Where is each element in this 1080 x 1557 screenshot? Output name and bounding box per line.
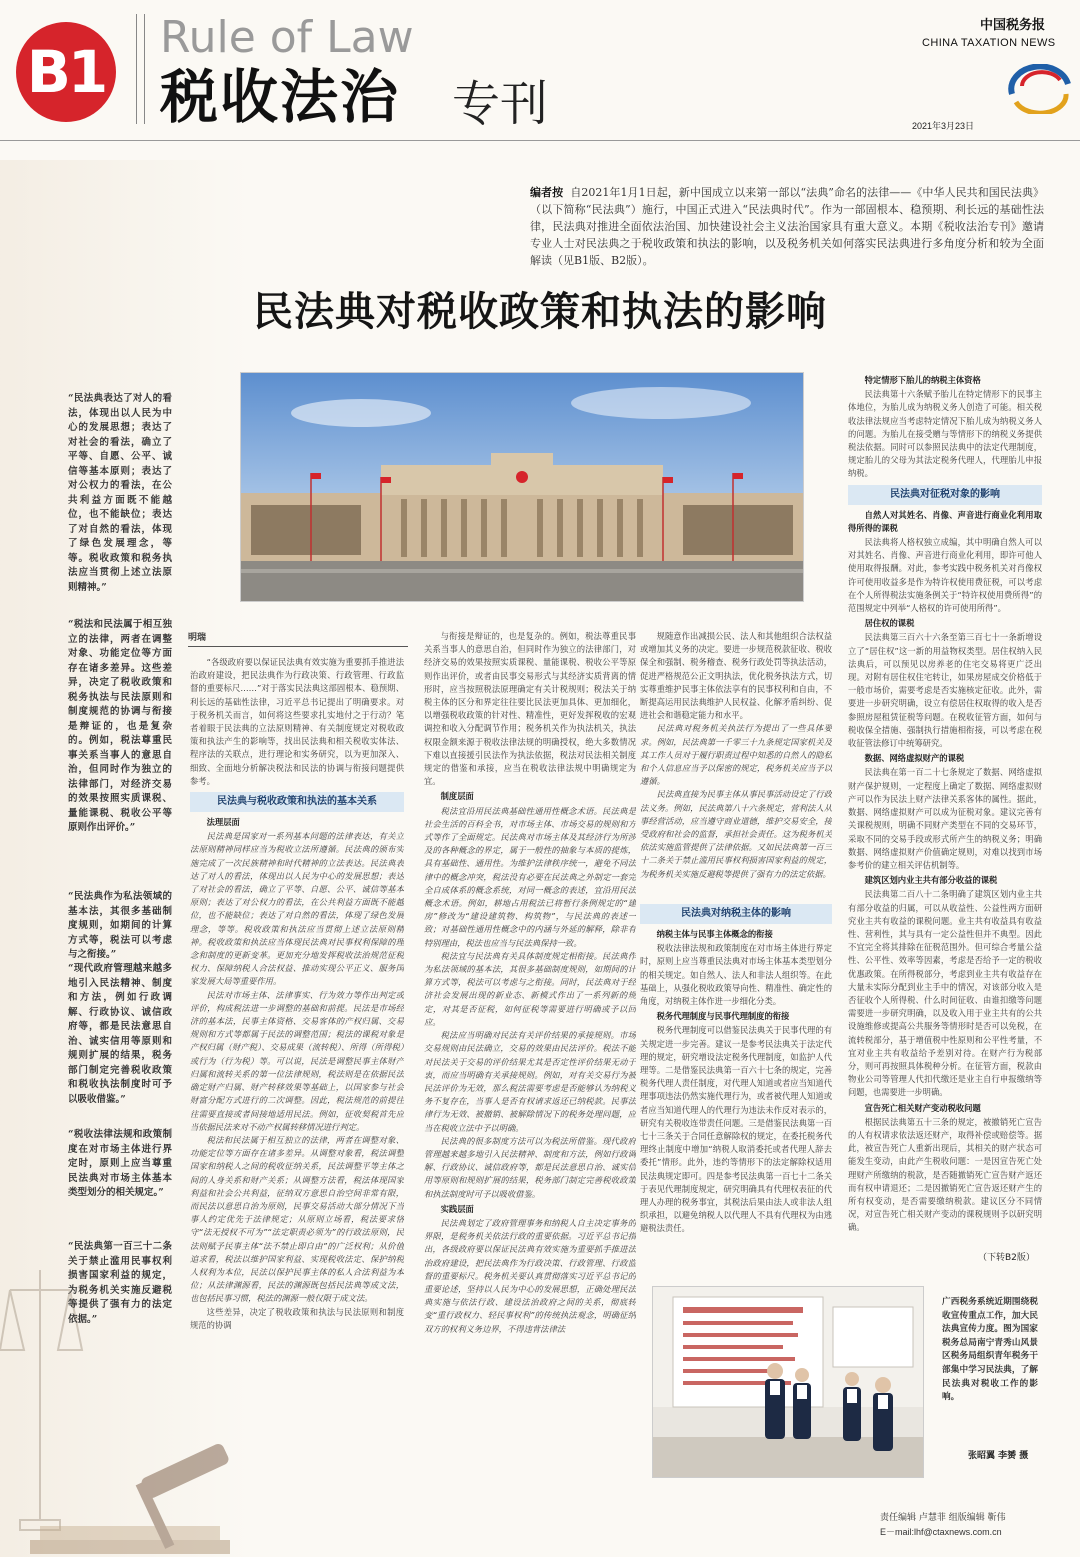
paragraph: 根据民法典第五十三条的规定，被撤销死亡宣告的人有权请求依法返还财产，取得补偿或赔偿等。据此，被宣告死亡人重新出现后，其相关的财产状态可能发生变动，由此产生税收问题：一是因宣告死亡处理财产所缴纳的税款，是否随撤销死亡宣告财产返还而有权申请退还；二是因撤销死亡宣告返还财产生的所有权变动，是否需要缴纳税款。建议区分不同情况，对宣告死亡相关财产变动的课税规则予以研究明确。 [848,1116,1042,1233]
paragraph: 民法对市场主体、法律事实、行为效力等作出判定或评价，构成税法进一步调整的基础和前提。民法是市场经济的基本法，民事主体资格、交易客体的产权归属、交易规则和方式等都属于民法的调整范围；税法的课税对象是产权归属（财产税）、交易成果（流转税）、所得（所得税）或行为（行为税）等。可以说，民法是调整民事主体财产归属和流转关系的第一位法律规则，税法则是在依据民法确定财产归属、财产转移效果等基础上，以国家参与社会财富分配方式进行的二次调整。因此，税法规范的前提往往需要直接或者间接地适用民法。例如，征收契税首先应当依据民法来对不动产权属转移情况进行判定。 [190,989,404,1132]
subheading: 税务代理制度与民事代理制度的衔接 [656,1011,790,1022]
photo-credit: 张昭翼 李赟 摄 [968,1451,1029,1461]
article-column-2 [424,630,636,1492]
paragraph: 民法典直接为民事主体从事民事活动设定了行政法义务。例如，民法典第八十六条规定，营利法人从事经营活动，应当遵守商业道德，维护交易安全，接受政府和社会的监督，承担社会责任。这为税务机关依法实施监管提供了法律依据。又如民法典第一百三十二条关于禁止滥用民事权利损害国家利益的规定，为税务机关实施反避税等提供了强有力的法定依据。 [640,789,832,879]
newspaper-name-en: CHINA TAXATION NEWS [922,37,1056,49]
subheading: 制度层面 [440,791,474,802]
continued-note: （下转B2版） [978,1253,1035,1263]
pull-quote: “民法典第一百三十二条关于禁止滥用民事权利损害国家利益的规定，为税务机关实施反避税等提供了强有力的法定依据。” [68,1241,172,1325]
tax-officials-study-photo [652,1286,924,1478]
article-author: 明瑞 [188,633,207,643]
paragraph: 税法和民法属于相互独立的法律，两者在调整对象、功能定位等方面存在诸多差异。从调整对象看，税法调整国家和纳税人之间的税收征纳关系，民法调整平等主体之间的人身关系和财产关系；从调整方法看，税法体现国家利益和社会公共利益，征纳双方意思自治空间非常有限，而民法以意思自治为原则，民事交易活动大部分情况下当事人约定优先于法律规定；从原则立场看，税法要求恪守“法无授权不可为”“法定职责必须为”的行政法原则，民法则赋予民事主体“法不禁止即自由”的广泛权利；从价值追求看，税法以维护国家利益、实现税收法定、保护纳税人权利为本位，民法以保护民事主体的私人合法利益为本位；从法律渊源看，民法的渊源既包括民法典等成文法，也包括民事习惯，税法的渊源一般仅限于成文法。 [190,1134,404,1304]
header-rule [0,140,1080,141]
subheading: 自然人对其姓名、肖像、声音进行商业化利用取得所得的课税 [848,509,1042,533]
paragraph: 民法典是国家对一系列基本问题的法律表达，有关立法原则精神同样应当为税收立法所遵循。民法典的颁布实施完成了一次民族精神和时代精神的立法表达。民法典表达了对人的看法，体现出以人民为中心的发展思想；表达了对社会的看法，确立了平等、自愿、公平、诚信等基本原则；表达了对公权力的看法，在公共利益方面既不能越位，也不能缺位；表达了对自然的看法，体现了绿色发展理念，等等。税收政策和执法应当贯彻上述立法原则精神。税收政策和执法应当体现民法典对民事权利保障的理念和制度的更新变革。更加充分地发挥税收法治规范征税权力、保障纳税人合法权益、推动实现公平正义、服务国家发展大局等重要作用。 [190,831,404,987]
paragraph: 与衔接是辩证的，也是复杂的。例如，税法尊重民事关系当事人的意思自治，但同时作为独立的法律部门，对经济交易的效果按照实质课税、量能课税、税收公平等原则作出评价，或者由民事交易形式与其经济实质背离的情形时，应当按照税法原理确定有关计税规则；税法关于纳税主体的区分和界定往往要比民法更加具体、更加细化，以增强税收政策的针对性、精准性，更好发挥税收的宏观调控和收入分配调节作用；税务机关作为执法机关，执法权限金额来源于税收法律法规的明确授权，绝大多数情况下难以直接援引民法作为执法依据，税法对民法相关制度规定的借鉴和承接，应当在税收法律法规中明确规定为宜。 [424,631,636,787]
section-title-en: Rule of Law [160,12,414,63]
article-column-1 [190,656,404,1368]
article-title: 民法典对税收政策和执法的影响 [253,289,827,335]
pull-quote: “民法典表达了对人的看法，体现出以人民为中心的发展思想；表达了对社会的看法，确立了平等、自愿、公平、诚信等基本原则；表达了对公权力的看法，在公共利益方面既不能越位，也不能缺位；表达了对自然的看法，体现了绿色发展理念，等等。税收政策和税务执法应当贯彻上述立法原则精神。” [68,393,172,593]
section-subtitle: 专刊 [452,76,549,132]
page-badge: B1 [16,22,116,122]
subheading: 宣告死亡相关财产变动税收问题 [864,1102,981,1113]
subheading: 数据、网络虚拟财产的课税 [864,753,965,764]
article-column-3 [640,630,832,892]
section-heading: 民法典与税收政策和执法的基本关系 [190,792,404,812]
paragraph: 民法典划定了政府管理事务和纳税人自主决定事务的界限，是税务机关依法行政的重要依据。习近平总书记指出，各级政府要以保证民法典有效实施为重要抓手推进法治政府建设，把民法典作为行政决策、行政管理、行政监督的重要标尺。税务机关要认真贯彻落实习近平总书记的重要论述，坚持以人民为中心的发展思想，正确处理民法典实施与依法行政、建设法治政府之间的关系，彻底转变“重行政权力、轻民事权利”的传统执法观念，明确征纳双方的权利义务边界，不得违背法律法 [424,1217,636,1334]
pull-quote: “税法和民法属于相互独立的法律，两者在调整对象、功能定位等方面存在诸多差异。这些差异，决定了税收政策和税务执法与民法原则和制度规范的协调与衔接是辩证的，也是复杂的。例如，税法尊重民事关系当事人的意思自治，但同时作为独立的法律部门，对经济交易的效果按照实质课税、量能课税、税收公平等原则作出评价。” [68,619,172,833]
section-title-cn: 税收法治 [160,63,401,131]
editor-credits: 责任编辑 卢慧菲 组版编辑 靳伟 [880,1513,1006,1523]
paragraph: 民法典的很多制度方法可以为税法所借鉴。现代政府管理越来越多地引入民法精神、制度和方法，例如行政调解、行政协议、诚信政府等，都是民法意思自治、诚实信用等原则和规则扩展的结果，税务部门制定完善税收政策和执法制度时可予以吸收借鉴。 [424,1135,636,1199]
pull-quote: “现代政府管理越来越多地引入民法精神、制度和方法，例如行政调解、行政协议、诚信政府等，都是民法意思自治、诚实信用等原则和规则扩展的结果，税务部门制定完善税收政策和税收执法制度时可予以吸收借鉴。” [68,963,172,1105]
great-hall-photo [240,372,804,602]
header-divider [144,14,145,124]
paragraph: 民法典将人格权独立成编，其中明确自然人可以对其姓名、肖像、声音进行商业化利用，即许可他人使用取得报酬。对此，参考实践中税务机关对肖像权许可使用收益多是作为特许权使用费征税，可以考虑在个人所得税法实施条例关于“特许权使用费所得”的范围规定中列举“人格权的许可使用所得”。 [848,537,1042,614]
subheading: 居住权的课税 [864,618,915,629]
paragraph: 民法典第十六条赋予胎儿在特定情形下的民事主体地位，为胎儿成为纳税义务人创造了可能。相关税收法律法规应当考虑特定情况下胎儿成为纳税义务人的问题。为胎儿在接受赠与等情形下的纳税义务提供税法依据。同时可以参照民法典中的法定代理制度，规定胎儿的父母为其法定税务代理人，代理胎儿申报纳税。 [848,389,1042,479]
pull-quote: “税收法律法规和政策制度在对市场主体进行界定时，原则上应当尊重民法典对市场主体基本类型划分的相关规定。” [68,1129,172,1198]
section-heading: 民法典对纳税主体的影响 [640,904,832,924]
section-heading: 民法典对征税对象的影响 [848,485,1042,505]
newspaper-name-cn: 中国税务报 [980,18,1046,33]
intro-paragraph: “各级政府要以保证民法典有效实施为重要抓手推进法治政府建设，把民法典作为行政决策、行政管理、行政监督的重要标尺……”对于落实民法典这部固根本、稳预期、利长远的基础性法律，习近平总书记提出了明确要求。对于税务机关而言，如何将这些要求扎实地付之于行动？笔者着眼于民法典的立法原则精神、有关制度规定对税收政策和执法产生的影响等，找出民法典和相关税收实体法、程序法的关联点，进行理论和实务研究，以为更加深入、细致、全面地分析解决税法和民法的协调与衔接问题提供参考。 [190,657,404,786]
paragraph: 民法典第三百六十六条至第三百七十一条新增设立了“居住权”这一新的用益物权类型。居住权纳入民法典后，可以预见以房养老的住宅交易将更广泛出现。对附有居住权住宅转让，如果房屋成交价格低于一般市场价，需要考虑是否实施核定征收。此外，需要进一步研究明确，设立有偿居住权取得的收入是否参照房屋租赁征税等问题。在税收征管方面，如何与税收保全措施、强制执行措施相衔接，可以考虑在税收征管法修订中统筹研究。 [848,632,1042,749]
paragraph: 税务代理制度可以借鉴民法典关于民事代理的有关规定进一步完善。建议一是参考民法典关于法定代理的规定，研究增设法定税务代理制度，如监护人代理等。二是借鉴民法典第一百六十七条的规定，完善税务代理人责任制度，对代理人知道或者应当知道代理事项违法仍然实施代理行为，或者被代理人知道或者应当知道代理人的代理行为违法未作反对表示的，研究有关税收连带责任问题。三是借鉴民法典第一百七十三条关于合同任意解除权的规定，在委托税务代理终止制度中增加“纳税人取消委托或者代理人辞去委托”情形。此外，违约等情形下的法定解除权适用民法典规定即可。四是参考民法典第一百七十二条关于表见代理制度规定，研究明确具有代理权表征的代理人办理的税务事宜，其税法后果由法人或非法人组织承担，以避免纳税人以代理人不具有代理权为由逃避税法责任。 [640,1025,832,1234]
article-column-3-lower [640,900,832,1264]
paragraph: 税法宜与民法典有关具体制度规定相衔接。民法典作为私法领域的基本法，其很多基础制度规则，如期间的计算方式等，税法可以考虑与之衔接。同时，民法典对于经济社会发展出现的新业态、新模式作出了一系列新的规定，对其是否征税，如何征税等需要进行明确或予以回应。 [424,950,636,1027]
paragraph: 民法典第二百八十二条明确了建筑区划内业主共有部分收益的归属，可以从收益性、公益性两方面研究业主共有收益的课税问题。业主共有收益具有收益性、营利性，其与具有一定公益性但并不典型。因此不宜完全将其排除在征税范围外。但可综合考量公益性、公平性、效率等因素，考虑是否给予一定的税收优惠政策。在所得税部分，考虑到业主共有收益存在大量未实际分配到业主手中的情况，对该部分收入是否征收个人所得税、什么时间征收、由谁扣缴等问题需要进一步研究明确，以及收入用于业主共有的公共设施维修或提高公共服务等情形时是否可以免税，在流转税部分，基于增值税中性原则和公平性考量，不宜对业主共有收益给予差别对待。在财产行为税部分，则可再按照具体税种分析。在征管方面，税款由物业公司等管理人代扣代缴还是业主自行申报缴纳等问题，也需要进一步明确。 [848,889,1042,1098]
paragraph: 民法典对税务机关执法行为提出了一些具体要求。例如，民法典第一千零三十九条规定国家机关及其工作人员对于履行职责过程中知悉的自然人的隐私和个人信息应当予以保密的规定，税务机关应当予以遵循。 [640,723,832,787]
paragraph: 规随意作出减损公民、法人和其他组织合法权益或增加其义务的决定。要进一步规范税款征收、税收保全和强制、税务稽查、税务行政处罚等执法活动，促进严格规范公正文明执法，优化税务执法方式，切实尊重维护民事主体依法享有的民事权利和自由，不断提高运用民法典维护人民权益、化解矛盾纠纷、促进社会和谐稳定能力和水平。 [640,631,832,721]
subheading: 纳税主体与民事主体概念的衔接 [656,929,773,939]
author-rule [188,646,408,647]
paragraph: 税收法律法规和政策制度在对市场主体进行界定时，原则上应当尊重民法典对市场主体基本类型划分的相关规定。如自然人、法人和非法人组织等。在此基础上，从强化税收政策导向性、精准性、确定性的角度，对纳税主体作进一步细化分类。 [640,943,832,1007]
editor-note-text: 自2021年1月1日起，新中国成立以来第一部以“法典”命名的法律——《中华人民共和国民法典》（以下简称“民法典”）施行，中国正式进入“民法典时代”。作为一部固根本、稳预期、利长远的基础性法律，民法典对推进全面依法治国、加快建设社会主义法治国家具有重大意义。本期《税收法治专刊》邀请专业人士对民法典之于税收政策和执法的影响，以及税务机关如何落实民法典进行多角度分析和较为全面解读（见B1版、B2版）。 [530,186,1044,267]
editor-note-label: 编者按 [530,186,564,199]
publication-date: 2021年3月23日 [912,121,975,131]
pull-quote: “民法典作为私法领域的基本法，其很多基础制度规则，如期间的计算方式等，税法可以考虑与之衔接。” [68,891,172,960]
editor-email: E－mail:lhf@ctaxnews.com.cn [880,1527,1002,1537]
subheading: 特定情形下胎儿的纳税主体资格 [864,375,981,385]
newspaper-logo-icon [1008,64,1072,114]
subheading: 建筑区划内业主共有部分收益的课税 [864,875,998,886]
header-divider [136,14,137,124]
subheading: 实践层面 [440,1203,474,1214]
photo-caption: 广西税务系统近期围绕税收宣传重点工作，加大民法典宣传力度。图为国家税务总局南宁青秀山风景区税务局组织青年税务干部集中学习民法典，了解民法典对税收工作的影响。 [942,1297,1038,1403]
paragraph: 民法典在第一百二十七条规定了数据、网络虚拟财产保护规则，一定程度上确定了数据、网络虚拟财产可以作为民法上财产法律关系客体的属性。据此，数据、网络虚拟财产可以成为征税对象。建议完善有关课税规则，明确不同财产类型在不同的交易环节，采取不同的交易手段或形式所产生的纳税义务；明确数据、网络虚拟财产价值确定规则，对难以找到市场参考价的建立相关评估机制等。 [848,767,1042,870]
paragraph: 税法宜沿用民法典基础性通用性概念术语。民法典是社会生活的百科全书，对市场主体、市场交易的规则和方式等作了全面规定。民法典对市场主体及其经济行为所涉及的各种概念的界定，属于一般性的抽象与本质的提炼，具有基础性、通用性。为维护法律秩序统一，避免不同法律中的概念冲突，税法没有必要在民法典之外制定一套完全自成体系的概念系统，对同一概念的表述，宜沿用民法概念术语。例如，耕地占用税法已将暂行条例规定的“建房”修改为“建设建筑物、构筑物”，与民法典的表述一致；对基础性通用性概念中的内涵与外延的解释，除非有特别理由，税法也应当与民法典保持一致。 [424,805,636,948]
paragraph: 税法应当明确对民法有关评价结果的承接规则。市场交易规则由民法确立，交易的效果由民法评价。税法不能对民法关于交易的评价结果尤其是否定性评价结果无动于衷，而应当明确有关承接规则。例如，对有关交易行为被民法评价为无效，那么税法需要考虑是否能够认为纳税义务不复存在，当事人是否有权请求返还已纳税款。民事法律行为无效、被撤销、被解除情况下的税务处理问题，应当在税收立法中予以明确。 [424,1030,636,1133]
editor-note [530,184,1044,269]
subheading: 法理层面 [206,817,240,828]
paragraph: 这些差异，决定了税收政策和执法与民法原则和制度规范的协调 [190,1306,404,1330]
